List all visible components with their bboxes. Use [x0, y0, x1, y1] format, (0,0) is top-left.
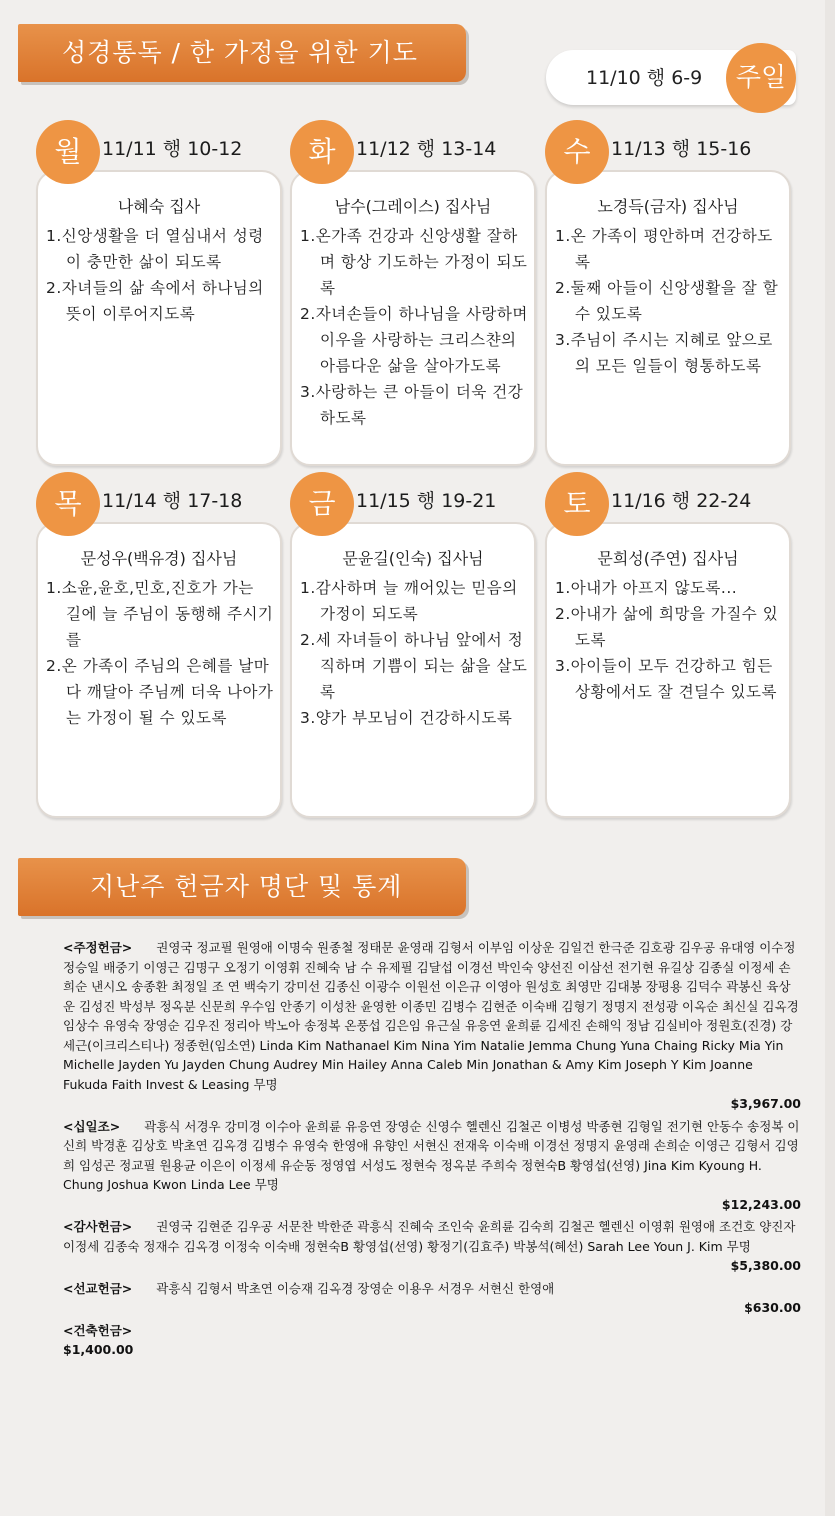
offering-label: <건축헌금>: [63, 1322, 133, 1338]
offering-label: <십일조>: [63, 1118, 121, 1134]
section-title: 성경통독 / 한 가정을 위한 기도: [62, 38, 418, 67]
offering-total: $1,400.00: [63, 1342, 134, 1357]
section-title: 지난주 헌금자 명단 및 통계: [90, 872, 403, 901]
prayer-item: 1.온가족 건강과 신앙생활 잘하며 항상 기도하는 가정이 되도록: [300, 227, 528, 297]
prayer-item: 2.둘째 아들이 신앙생활을 잘 할 수 있도록: [555, 279, 779, 323]
background-stripe: [825, 0, 835, 1516]
family-name: 노경득(금자) 집사님: [597, 197, 739, 216]
offering-block-tithe: [63, 1117, 801, 1215]
reading-ref: 11/13 행 15-16: [611, 138, 752, 160]
offering-names: 곽흥식 서경우 강미경 이수아 윤희륜 유응연 장영순 신영수 헬렌신 김철곤 이병성 박종현 김형일 전기현 안동수 송정복 이신희 박경훈 김상호 박초연 김옥경 김병수 유영숙 한영애 유향인 서현신 전재욱 이숙배 이경선 정명지 윤영래 손희순 이영근 김형서 김영희 임성곤 정교필 원용균 이은이 이정세 유순동 정영엽 서성도 정현숙 정옥분 주희숙 정현숙B 황영섭(선영) Jina Kim Kyoung H. Chung Joshua Kwon Linda Lee 무명: [63, 1118, 800, 1192]
sunday-reading-ref: 11/10 행 6-9: [586, 67, 703, 89]
prayer-item: 2.자녀손들이 하나님을 사랑하며 이우을 사랑하는 크리스챤의 아름다운 삶을 살아가도록: [300, 305, 528, 375]
prayer-list: [38, 575, 280, 731]
day-badge: 토: [545, 472, 609, 536]
offering-block-building: [63, 1321, 801, 1360]
prayer-card-wed: [545, 135, 791, 466]
prayer-list: [547, 223, 789, 379]
prayer-card-mon: [36, 135, 282, 466]
offering-label: <선교헌금>: [63, 1280, 133, 1296]
prayer-list: [292, 575, 534, 731]
prayer-item: 1.온 가족이 평안하며 건강하도록: [555, 227, 773, 271]
offerings-list: [63, 938, 801, 1363]
offering-label: <주정헌금>: [63, 940, 133, 955]
day-badge: 목: [36, 472, 100, 536]
prayer-item: 2.자녀들의 삶 속에서 하나님의 뜻이 이루어지도록: [46, 279, 264, 323]
offering-total: $5,380.00: [730, 1258, 801, 1273]
prayer-item: 3.사랑하는 큰 아들이 더욱 건강하도록: [300, 383, 524, 427]
prayer-item: 3.아이들이 모두 건강하고 힘든 상황에서도 잘 견딜수 있도록: [555, 657, 777, 701]
prayer-list: [292, 223, 534, 431]
reading-ref: 11/11 행 10-12: [102, 138, 243, 160]
day-badge: 수: [545, 120, 609, 184]
sunday-reading: [546, 50, 796, 105]
prayer-list: [547, 575, 789, 705]
offering-label: <감사헌금>: [63, 1219, 133, 1234]
prayer-card-thu: [36, 487, 282, 818]
day-badge: 금: [290, 472, 354, 536]
offering-names: 곽흥식 김형서 박초연 이승재 김옥경 장영순 이용우 서경우 서현신 한영애: [156, 1280, 555, 1296]
family-name: 남수(그레이스) 집사님: [334, 197, 492, 216]
section-banner-offerings: [18, 858, 466, 916]
section-banner-bible-reading: [18, 24, 466, 82]
card-header: [32, 476, 284, 534]
offering-block-mission: [63, 1279, 801, 1318]
prayer-item: 1.아내가 아프지 않도록...: [555, 579, 738, 597]
sunday-day-badge: 주일: [726, 43, 796, 113]
offering-total: $3,967.00: [730, 1096, 801, 1111]
card-header: [541, 476, 793, 534]
reading-ref: 11/16 행 22-24: [611, 490, 752, 512]
card-header: [32, 124, 284, 182]
prayer-card-tue: [290, 135, 536, 466]
prayer-list: [38, 223, 280, 327]
prayer-card-fri: [290, 487, 536, 818]
offering-names: 권영국 김현준 김우공 서문찬 박한준 곽흥식 진혜숙 조인숙 윤희륜 김숙희 김철곤 헬렌신 이영휘 원영애 조건호 양진자 이정세 김종숙 정재수 김옥경 이정숙 이숙배 정현숙B 황영섭(선영) 황정기(김효주) 박봉석(혜선) Sarah Lee Youn J. Kim 무명: [63, 1219, 796, 1254]
prayer-item: 1.신앙생활을 더 열심내서 성령이 충만한 삶이 되도록: [46, 227, 264, 271]
prayer-item: 3.양가 부모님이 건강하시도록: [300, 709, 513, 727]
offering-block-sunday: [63, 938, 801, 1114]
card-header: [286, 124, 538, 182]
family-name: 문성우(백유경) 집사님: [80, 549, 238, 568]
family-name: 나혜숙 집사: [117, 197, 201, 216]
prayer-card-sat: [545, 487, 791, 818]
prayer-item: 1.감사하며 늘 깨어있는 믿음의 가정이 되도록: [300, 579, 518, 623]
offering-names: 권영국 정교필 원영애 이명숙 원종철 정태문 윤영래 김형서 이부임 이상운 김일건 한극준 김호광 김우공 유대영 이수정 정승일 배중기 이영근 김명구 오정기 이영휘 진혜숙 남 수 유제필 김달섭 이경선 박인숙 양선진 이삼선 전기현 유길상 김종실 이정세 손희순 낸시오 송종환 최정일 조 연 백숙기 강미선 김종신 이광수 이원선 이은규 이영아 원성호 최영만 김대봉 장평용 김덕수 곽봉신 육상운 김성진 박성부 정옥분 신문희 우수임 안종기 이성찬 윤영한 이종민 김병수 김현준 이숙배 김형기 정명지 전성광 이옥순 최신실 김옥경 임상수 유영숙 장영순 김우진 정리아 박노아 송정복 온풍섭 김은임 유근실 유응연 윤희륜 김세진 손해익 정남 김실비아 정원호(진경) 강세근(이크리스티나) 정종헌(임소연) Linda Kim Nathanael Kim Nina Yim Natalie Jemma Chung Yuna Chaing Ricky Mia Yin Michelle Jayden Yu Jayden Chung Audrey Min Hailey Anna Caleb Min Jonathan & Amy Kim Joseph Y Kim Joanne Fukuda Faith Invest & Leasing 무명: [63, 940, 799, 1092]
prayer-item: 2.아내가 삶에 희망을 가질수 있도록: [555, 605, 779, 649]
family-name: 문희성(주연) 집사님: [597, 549, 739, 568]
day-badge: 월: [36, 120, 100, 184]
reading-ref: 11/12 행 13-14: [356, 138, 497, 160]
offering-total: $630.00: [744, 1300, 801, 1315]
day-badge: 화: [290, 120, 354, 184]
prayer-item: 2.온 가족이 주님의 은혜를 날마다 깨달아 주님께 더욱 나아가는 가정이 될 수 있도록: [46, 657, 274, 727]
family-name: 문윤길(인숙) 집사님: [342, 549, 484, 568]
prayer-item: 1.소윤,윤호,민호,진호가 가는 길에 늘 주님이 동행해 주시기를: [46, 579, 274, 649]
prayer-item: 3.주님이 주시는 지혜로 앞으로의 모든 일들이 형통하도록: [555, 331, 773, 375]
offering-total: $12,243.00: [721, 1196, 801, 1212]
reading-ref: 11/14 행 17-18: [102, 490, 243, 512]
prayer-item: 2.세 자녀들이 하나님 앞에서 정직하며 기쁨이 되는 삶을 살도록: [300, 631, 528, 701]
offering-block-thanks: [63, 1217, 801, 1276]
reading-ref: 11/15 행 19-21: [356, 490, 497, 512]
card-header: [541, 124, 793, 182]
card-header: [286, 476, 538, 534]
